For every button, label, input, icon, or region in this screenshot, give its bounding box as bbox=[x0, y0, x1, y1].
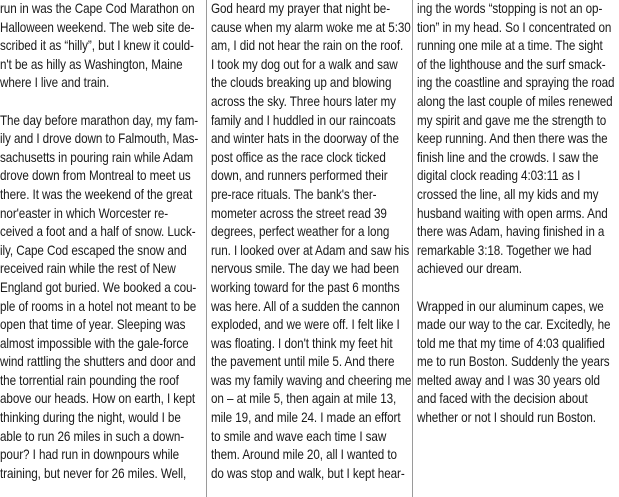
text-line: my spirit and gave me the strength to bbox=[417, 112, 607, 128]
text-line: finish line and the crowds. I saw the bbox=[417, 149, 599, 165]
text-line: Wrapped in our aluminum capes, we bbox=[417, 298, 604, 314]
column-divider bbox=[206, 0, 207, 497]
text-line: and winter hats in the doorway of the bbox=[211, 131, 399, 147]
text-line: made our way to the car. Excitedly, he bbox=[417, 317, 611, 333]
text-line: down, and runners performed their bbox=[211, 168, 388, 184]
text-line: nervous smile. The day we had been bbox=[211, 261, 399, 277]
text-line: mometer across the street read 39 bbox=[211, 205, 387, 221]
text-line: ily and I drove down to Falmouth, Mas- bbox=[0, 131, 199, 147]
text-line: told me that my time of 4:03 qualified bbox=[417, 335, 605, 351]
text-line: ing the words “stopping is not an op- bbox=[417, 1, 603, 16]
text-line: there was Adam, having finished in a bbox=[417, 224, 605, 240]
text-line: ing the coastline and spraying the road bbox=[417, 75, 615, 91]
text-line: mile 19, and mile 24. I made an effort bbox=[211, 410, 401, 426]
text-line: and faced with the decision about bbox=[417, 391, 588, 407]
text-line: God heard my prayer that night be- bbox=[211, 1, 391, 16]
text-line: above our heads. How on earth, I kept bbox=[0, 391, 196, 407]
text-line: achieved our dream. bbox=[417, 261, 522, 277]
paragraph-gap bbox=[417, 279, 617, 298]
text-line: digital clock reading 4:03:11 as I bbox=[417, 168, 581, 184]
text-line: of the lighthouse and the surf smack- bbox=[417, 56, 606, 72]
text-line: working toward for the past 6 months bbox=[211, 279, 400, 295]
text-line: keep running. And then there was the bbox=[417, 131, 608, 147]
text-line: wind rattling the shutters and door and bbox=[0, 354, 196, 370]
text-line: running one mile at a time. The sight bbox=[417, 38, 603, 54]
text-line: remarkable 3:18. Together we had bbox=[417, 242, 592, 258]
text-column-1 bbox=[0, 0, 200, 483]
text-line: sachusetts in pouring rain while Adam bbox=[0, 149, 194, 165]
text-line: along the last couple of miles renewed bbox=[417, 93, 613, 109]
text-line: crossed the line, all my kids and my bbox=[417, 186, 599, 202]
text-column-2 bbox=[211, 0, 412, 483]
text-line: pre-race rituals. The bank's ther- bbox=[211, 186, 377, 202]
text-line: was here. All of a sudden the cannon bbox=[211, 298, 400, 314]
text-line: degrees, perfect weather for a long bbox=[211, 224, 390, 240]
text-line: pour? I had run in downpours while bbox=[0, 447, 180, 463]
text-line: whether or not I should run Boston. bbox=[417, 410, 596, 426]
text-line: to smile and wave each time I saw bbox=[211, 428, 387, 444]
text-line: me to run Boston. Suddenly the years bbox=[417, 354, 610, 370]
text-line: run in was the Cape Cod Marathon on bbox=[0, 1, 195, 16]
text-line: drove down from Montreal to meet us bbox=[0, 168, 191, 184]
text-line: melted away and I was 30 years old bbox=[417, 372, 600, 388]
text-line: received rain while the rest of New bbox=[0, 261, 176, 277]
text-line: post office as the race clock ticked bbox=[211, 149, 386, 165]
text-column-3 bbox=[417, 0, 617, 428]
text-line: scribed it as “hilly”, but I knew it could- bbox=[0, 38, 194, 54]
text-line: England got buried. We booked a cou- bbox=[0, 279, 197, 295]
text-line: ceived a foot and a half of snow. Luck- bbox=[0, 224, 196, 240]
text-line: the torrential rain pounding the roof bbox=[0, 372, 179, 388]
text-line: nor'easter in which Worcester re- bbox=[0, 205, 169, 221]
text-line: able to run 26 miles in such a down- bbox=[0, 428, 185, 444]
text-line: tion” in my head. So I concentrated on bbox=[417, 19, 612, 35]
text-line: am, I did not hear the rain on the roof. bbox=[211, 38, 404, 54]
text-line: run. I looked over at Adam and saw his bbox=[211, 242, 410, 258]
text-line: almost impossible with the gale-force bbox=[0, 335, 189, 351]
text-line: Halloween weekend. The web site de- bbox=[0, 19, 195, 35]
column-divider bbox=[412, 0, 413, 497]
text-line: exploded, and we were off. I felt like I bbox=[211, 317, 400, 333]
text-line: family and I huddled in our raincoats bbox=[211, 112, 396, 128]
text-line: I took my dog out for a walk and saw bbox=[211, 56, 398, 72]
text-line: n't be as hilly as Washington, Maine bbox=[0, 56, 183, 72]
text-line: the pavement until mile 5. And there bbox=[211, 354, 395, 370]
text-line: across the sky. Three hours later my bbox=[211, 93, 396, 109]
text-line: was my family waving and cheering me bbox=[211, 372, 412, 388]
text-line: where I live and train. bbox=[0, 75, 110, 91]
text-line: there. It was the weekend of the great bbox=[0, 186, 193, 202]
text-line: The day before marathon day, my fam- bbox=[0, 112, 199, 128]
text-line: on – at mile 5, then again at mile 13, bbox=[211, 391, 397, 407]
text-line: ily, Cape Cod escaped the snow and bbox=[0, 242, 187, 258]
text-line: the clouds breaking up and blowing bbox=[211, 75, 392, 91]
text-line: thinking during the night, would I be bbox=[0, 410, 181, 426]
text-line: ple of rooms in a hotel not meant to be bbox=[0, 298, 197, 314]
text-line: was floating. I don't think my feet hit bbox=[211, 335, 393, 351]
paragraph-gap bbox=[0, 93, 200, 112]
text-line: open that time of year. Sleeping was bbox=[0, 317, 186, 333]
text-line: training, but never for 26 miles. Well, bbox=[0, 465, 187, 481]
text-line: husband waiting with open arms. And bbox=[417, 205, 608, 221]
text-line: them. Around mile 20, all I wanted to bbox=[211, 447, 397, 463]
text-line: do was stop and walk, but I kept hear- bbox=[211, 465, 405, 481]
text-line: cause when my alarm woke me at 5:30 bbox=[211, 19, 411, 35]
